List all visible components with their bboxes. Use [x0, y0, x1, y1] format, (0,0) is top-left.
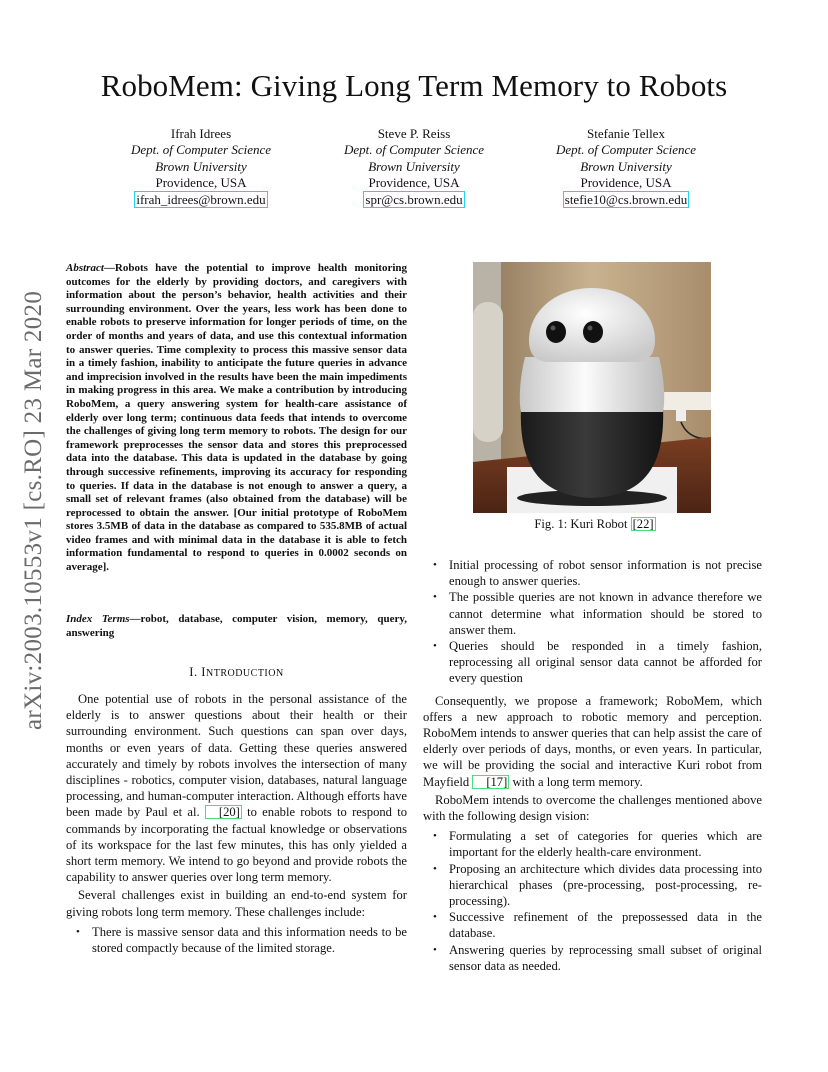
caption-text: Fig. 1: Kuri Robot	[534, 517, 631, 531]
author-email-link[interactable]: spr@cs.brown.edu	[365, 192, 463, 208]
author-university: Brown University	[368, 158, 460, 174]
author-name: Stefanie Tellex	[587, 126, 665, 141]
paragraph: RoboMem intends to overcome the challenges mentioned above with the following design vision:	[423, 792, 762, 824]
paper-title: RoboMem: Giving Long Term Memory to Robots	[100, 68, 728, 103]
kuri-robot-photo	[473, 262, 711, 513]
citation-link[interactable]: [17]	[472, 775, 509, 789]
challenge-list	[66, 924, 407, 956]
paragraph-text: One potential use of robots in the personal assistance of the elderly is to answer questions about their health or their surrounding environment. Such questions can span over days, months or even years of data. Getting these queries answered accurately and timely by robots involves the intersection of many disciplines - robotics, computer vision, databases, natural language processing, and human-computer interaction. Although efforts have been made by Paul et al.	[66, 692, 407, 820]
author-email-link[interactable]: stefie10@cs.brown.edu	[564, 192, 688, 208]
list-item: • Proposing an architecture which divides data processing into hierarchical phases (pre-processing, post-processing, re-processing).	[423, 861, 762, 910]
list-item: • The possible queries are not known in advance therefore we cannot determine what information should be stored to answer them.	[423, 589, 762, 638]
author-dept: Dept. of Computer Science	[555, 142, 697, 158]
author-university: Brown University	[155, 158, 247, 174]
paragraph-text: to enable robots to respond to commands by incorporating the factual knowledge or observations of its workspace for the last few minutes, this has only yielded a short term memory. We intend to go beyond and provide robots the capability to answer queries over long term memory.	[66, 805, 408, 885]
author-dept: Dept. of Computer Science	[343, 142, 485, 158]
abstract-text: —Robots have the potential to improve health monitoring outcomes for the elderly by providing doctors, and caregivers with information about the person’s behavior, health activities and their surrounding environment. Over the years, less work has been done to enable robots to preserve information for longer periods of time, on the order of months and years of data, and use this contextual information to answer queries. Time complexity to process this massive sensor data in a timely fashion, inability to anticipate the future queries in advance and imprecision involved in the results have been the main impediments in making progress in this area. We make a contribution by introducing RoboMem, a query answering system for health-care assistance of elderly over long term; continuous data feeds that intends to overcome the challenges of giving long term memory to robots. The design for our framework preprocesses the sensor data and stores this preprocessed data into the database. This data is updated in the database by going through successive refinements, improving its accuracy for responding to queries. If data in the database is not enough to answer a query, a small set of relevant frames (also obtained from the database) will be reprocessed to obtain the answer. [Our initial prototype of RoboMem stores 3.5MB of data in the database as compared to 535.8MB of actual video frames and with minimal data in the database it is able to fetch information fundamental to respond to queries in 0.0002 seconds on average].	[66, 262, 407, 574]
paragraph-text: with a long term memory.	[509, 774, 643, 789]
author-block-1	[101, 126, 301, 208]
list-item: • Formulating a set of categories for queries which are important for the elderly health-care environment.	[423, 828, 762, 860]
author-email-link[interactable]: ifrah_idrees@brown.edu	[136, 192, 266, 208]
author-name: Ifrah Idrees	[170, 126, 232, 141]
right-column-body	[423, 557, 762, 974]
author-block-3	[526, 126, 726, 208]
list-item: • Successive refinement of the prepossessed data in the database.	[423, 909, 762, 941]
author-location: Providence, USA	[580, 174, 672, 190]
author-location: Providence, USA	[155, 174, 247, 190]
index-terms-text: —robot, database, computer vision, memory, query, answering	[66, 613, 407, 639]
arxiv-sidebar-stamp: arXiv:2003.10553v1 [cs.RO] 23 Mar 2020	[20, 290, 47, 730]
citation-link[interactable]: [20]	[205, 805, 242, 819]
list-item: • There is massive sensor data and this information needs to be stored compactly because of the limited storage.	[66, 924, 407, 956]
list-item: • Answering queries by reprocessing small subset of original sensor data as needed.	[423, 942, 762, 974]
paragraph	[66, 691, 407, 885]
abstract-label: Abstract	[66, 262, 104, 274]
section-initial: I	[201, 665, 206, 679]
paragraph	[423, 693, 762, 790]
section-number: I.	[189, 665, 202, 679]
paragraph: Several challenges exist in building an end-to-end system for giving robots long term memory. These challenges include:	[66, 888, 407, 919]
author-location: Providence, USA	[368, 174, 460, 190]
index-terms-label: Index Terms	[66, 613, 130, 625]
section-rest: NTRODUCTION	[205, 668, 284, 679]
citation-link[interactable]: [22]	[632, 517, 654, 531]
list-item: • Queries should be responded in a timely fashion, reprocessing all original sensor data cannot be afforded for every question	[423, 638, 762, 687]
author-dept: Dept. of Computer Science	[130, 142, 272, 158]
section-heading-introduction	[66, 665, 407, 680]
paragraph-text: Consequently, we propose a framework; RoboMem, which offers a new approach to robotic memory and perception. RoboMem intends to answer queries that can help assist the care of elderly over periods of days, months, or even years. In particular, we will be providing the social and interactive Kuri robot from Mayfield	[423, 693, 762, 789]
design-vision-list	[423, 828, 762, 974]
index-terms	[66, 613, 407, 640]
author-name: Steve P. Reiss	[377, 126, 451, 141]
figure-caption	[430, 517, 760, 532]
left-column-body	[66, 691, 407, 956]
abstract	[66, 262, 407, 575]
author-university: Brown University	[580, 158, 672, 174]
list-item: • Initial processing of robot sensor information is not precise enough to answer queries.	[423, 557, 762, 589]
author-block-2	[314, 126, 514, 208]
challenge-list-continued	[423, 557, 762, 687]
